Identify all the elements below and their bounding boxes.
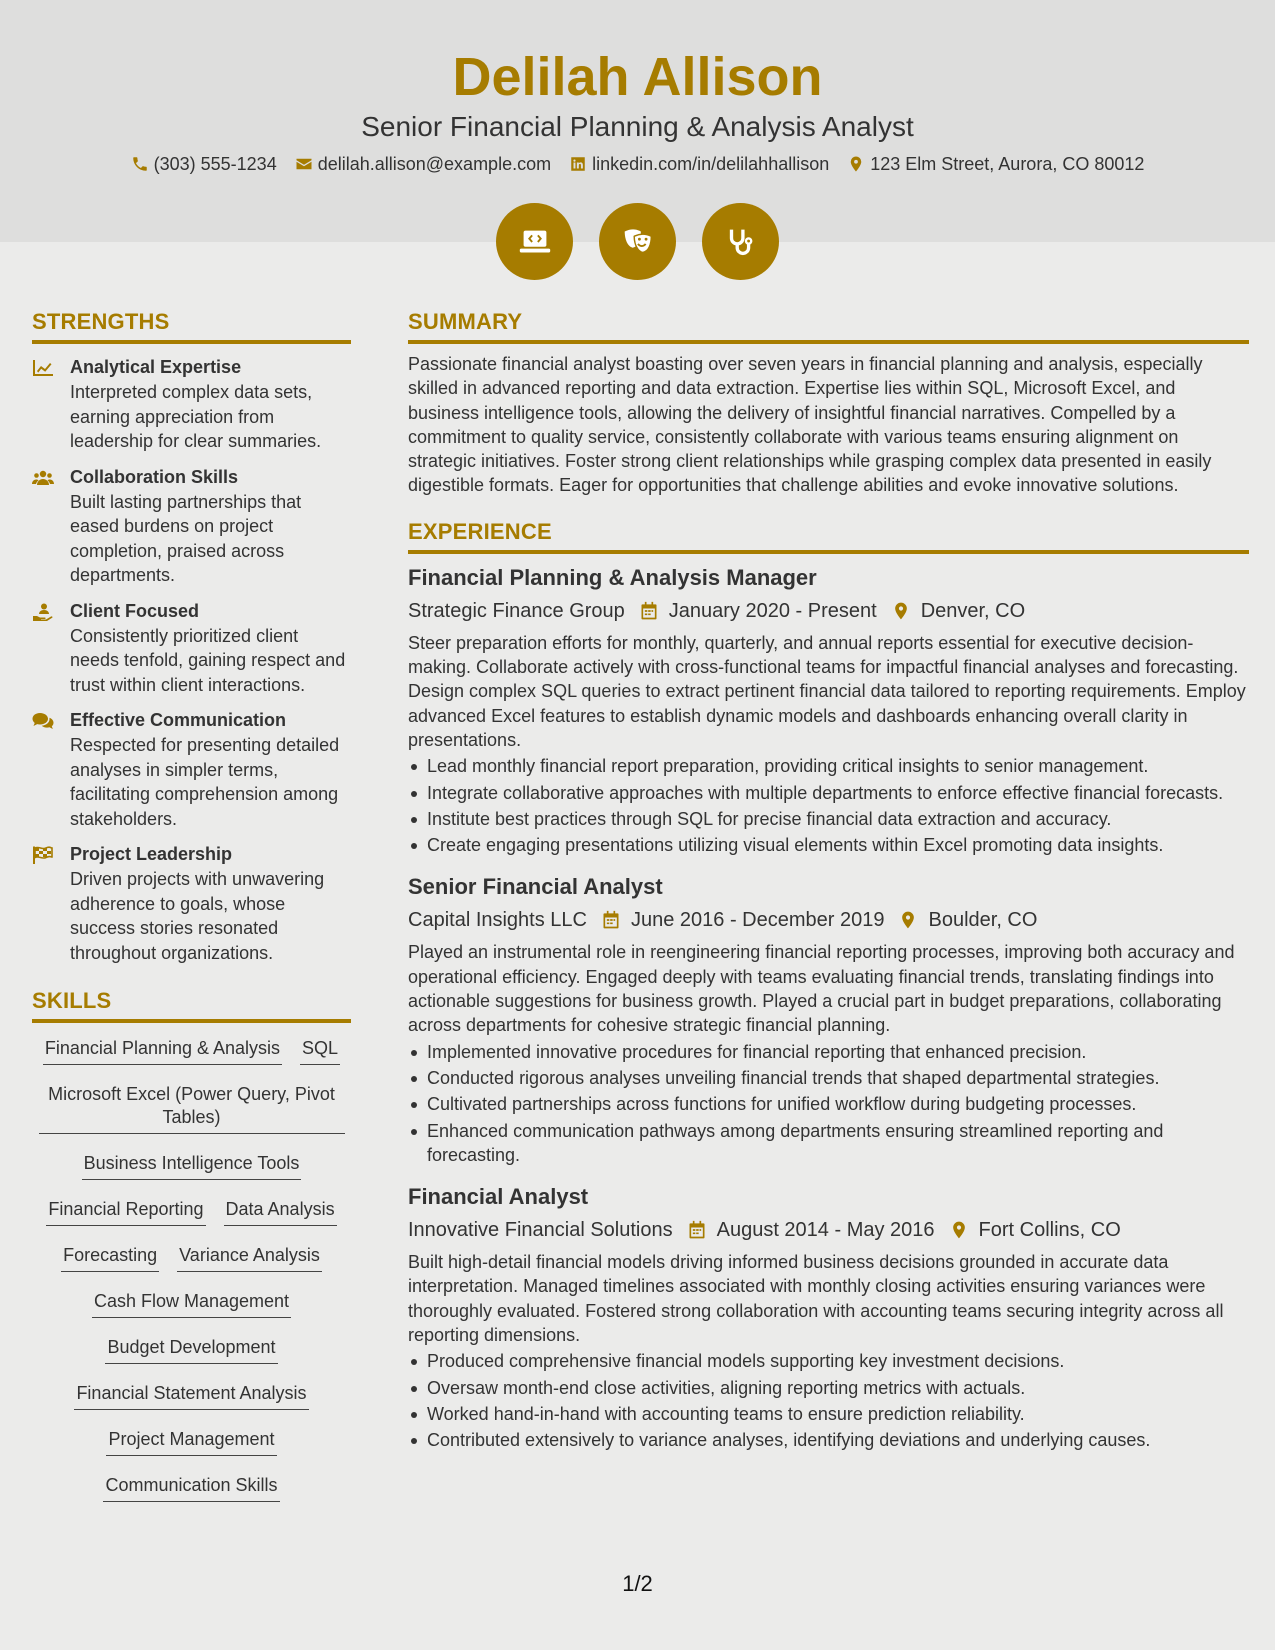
comments-icon [32,712,54,730]
left-column [32,308,351,1502]
job-meta [408,907,1249,933]
contact-bar [0,152,1275,176]
job-bullet: Create engaging presentations utilizing visual elements within Excel promoting data insights. [408,833,1249,857]
interest-badges [0,203,1275,280]
skill-tag: Financial Planning & Analysis [43,1035,282,1065]
job-title: Financial Planning & Analysis Manager [408,564,817,590]
strength-name: Client Focused [70,600,200,621]
job-bullet: Cultivated partnerships across functions for unified workflow during budgeting processes. [408,1092,1249,1116]
job-description: Built high-detail financial models driving informed business decisions grounded in accurate data interpretation. Managed timelines associated with monthly closing activities ensuring variances were thoroughly evaluated. Fostered strong collaboration with accounting teams securing integrity across all reporting dimensions. [408,1252,1224,1346]
skill-tag: Data Analysis [224,1196,337,1226]
contact-phone[interactable] [131,152,277,176]
job-bullets [408,1040,1249,1167]
job-bullet: Integrate collaborative approaches with multiple departments to enforce effective financial forecasts. [408,781,1249,805]
job-entry [408,564,1249,858]
contact-email[interactable] [295,152,551,176]
chart-line-icon [32,359,54,377]
strength-desc: Respected for presenting detailed analyses in simpler terms, facilitating comprehension among stakeholders. [70,735,340,829]
job-description: Steer preparation efforts for monthly, quarterly, and annual reports essential for executive decision-making. Collaborate actively with cross-functional teams for impactful financial analyses and forecasting. Design complex SQL queries to extract pertinent financial data tailored to reporting requirements. Employ advanced Excel features to establish dynamic models and dashboards enhancing overall clarity in presentations. [408,632,1246,750]
job-meta [408,1217,1249,1243]
strength-name: Effective Communication [70,710,287,730]
job-description: Played an instrumental role in reengineering financial reporting processes, improving both accuracy and operational efficiency. Engaged deeply with teams evaluating financial trends, translating findings into actionable suggestions for business growth. Played a crucial part in budget preparations, collaborating across departments for cohesive strategic financial planning. [408,942,1235,1036]
stethoscope-icon [702,203,779,280]
job-company: Innovative Financial Solutions [408,1219,673,1242]
skill-tag: Budget Development [105,1334,277,1364]
address-text: 123 Elm Street, Aurora, CO 80012 [870,154,1145,174]
hand-holding-user-icon [32,603,54,621]
job-title: Senior Financial Analyst [408,874,663,900]
skill-tag: Forecasting [61,1242,159,1272]
experience-heading: EXPERIENCE [408,518,1249,554]
phone-icon [131,155,149,173]
job-bullet: Worked hand-in-hand with accounting teams to ensure prediction reliability. [408,1402,1249,1426]
candidate-name: Delilah Allison [452,47,823,107]
calendar-icon [639,601,659,621]
skill-tag: Project Management [106,1426,276,1456]
skills-heading: SKILLS [32,987,351,1023]
page-number: 1/2 [622,1571,653,1596]
job-location: Fort Collins, CO [978,1219,1121,1242]
skill-tag: Business Intelligence Tools [82,1150,302,1180]
job-entry [408,873,1249,1167]
strength-item [32,466,351,588]
strength-name: Collaboration Skills [70,466,239,487]
phone-text: (303) 555-1234 [153,154,277,174]
job-entry [408,1183,1249,1452]
job-bullet: Produced comprehensive financial models supporting key investment decisions. [408,1349,1249,1373]
strength-desc: Interpreted complex data sets, earning appreciation from leadership for clear summaries. [70,382,322,451]
skill-tag: Communication Skills [103,1472,279,1502]
job-bullet: Lead monthly financial report preparation, providing critical insights to senior management. [408,754,1249,778]
strength-name: Project Leadership [70,844,233,864]
job-bullet: Institute best practices through SQL for precise financial data extraction and accuracy. [408,807,1249,831]
job-company: Capital Insights LLC [408,909,587,932]
job-bullet: Implemented innovative procedures for financial reporting that enhanced precision. [408,1040,1249,1064]
envelope-icon [295,155,313,173]
skill-tag: Financial Reporting [46,1196,205,1226]
linkedin-icon [569,155,587,173]
job-dates: January 2020 - Present [668,599,877,622]
laptop-code-icon [496,203,573,280]
job-bullet: Oversaw month-end close activities, aligning reporting metrics with actuals. [408,1376,1249,1400]
skills-list [32,1035,351,1502]
map-pin-icon [898,910,918,930]
strength-item [32,356,351,454]
users-icon [32,469,54,487]
strength-item [32,843,351,965]
map-pin-icon [847,155,865,173]
calendar-icon [601,910,621,930]
job-bullets [408,1349,1249,1452]
strength-item [32,600,351,698]
job-company: Strategic Finance Group [408,599,625,622]
contact-linkedin[interactable] [569,152,829,176]
candidate-title: Senior Financial Planning & Analysis Analyst [361,111,914,142]
email-text: delilah.allison@example.com [317,154,552,174]
job-dates: August 2014 - May 2016 [716,1219,935,1242]
skills-section [32,987,351,1502]
job-title: Financial Analyst [408,1184,589,1210]
job-bullets [408,754,1249,857]
linkedin-text: linkedin.com/in/delilahhallison [592,154,830,174]
skill-tag: Variance Analysis [177,1242,322,1272]
right-column [408,308,1249,1453]
strength-name: Analytical Expertise [70,357,242,377]
contact-address [847,152,1144,176]
job-meta [408,598,1249,624]
calendar-icon [687,1220,707,1240]
skill-tag: Cash Flow Management [92,1288,291,1318]
flag-checkered-icon [32,846,54,864]
summary-text: Passionate financial analyst boasting over seven years in financial planning and analysis, especially skilled in advanced reporting and data extraction. Expertise lies within SQL, Microsoft Excel, and business intelligence tools, allowing the delivery of insightful financial narratives. Compelled by a commitment to quality service, consistently collaborate with various teams ensuring alignment on strategic initiatives. Foster strong client relationships while grasping complex data presented in easily digestible formats. Eager for opportunities that challenge abilities and evoke innovative solutions. [408,354,1212,496]
job-bullet: Conducted rigorous analyses unveiling financial trends that shaped departmental strategies. [408,1066,1249,1090]
skill-tag: Microsoft Excel (Power Query, Pivot Tables) [39,1081,345,1134]
summary-heading: SUMMARY [408,308,1249,344]
strength-desc: Driven projects with unwavering adherence to goals, whose success stories resonated throughout organizations. [70,869,325,963]
job-location: Boulder, CO [928,909,1038,932]
map-pin-icon [949,1220,969,1240]
strength-desc: Consistently prioritized client needs tenfold, gaining respect and trust within client interactions. [70,625,346,695]
strengths-heading: STRENGTHS [32,308,351,344]
skill-tag: SQL [300,1035,340,1065]
map-pin-icon [891,601,911,621]
strength-desc: Built lasting partnerships that eased burdens on project completion, praised across departments. [70,491,302,585]
theater-masks-icon [599,203,676,280]
skill-tag: Financial Statement Analysis [74,1380,308,1410]
job-location: Denver, CO [920,599,1026,622]
job-dates: June 2016 - December 2019 [630,909,885,932]
strength-item [32,709,351,831]
job-bullet: Contributed extensively to variance analyses, identifying deviations and underlying causes. [408,1428,1249,1452]
job-bullet: Enhanced communication pathways among departments ensuring streamlined reporting and forecasting. [408,1119,1249,1168]
